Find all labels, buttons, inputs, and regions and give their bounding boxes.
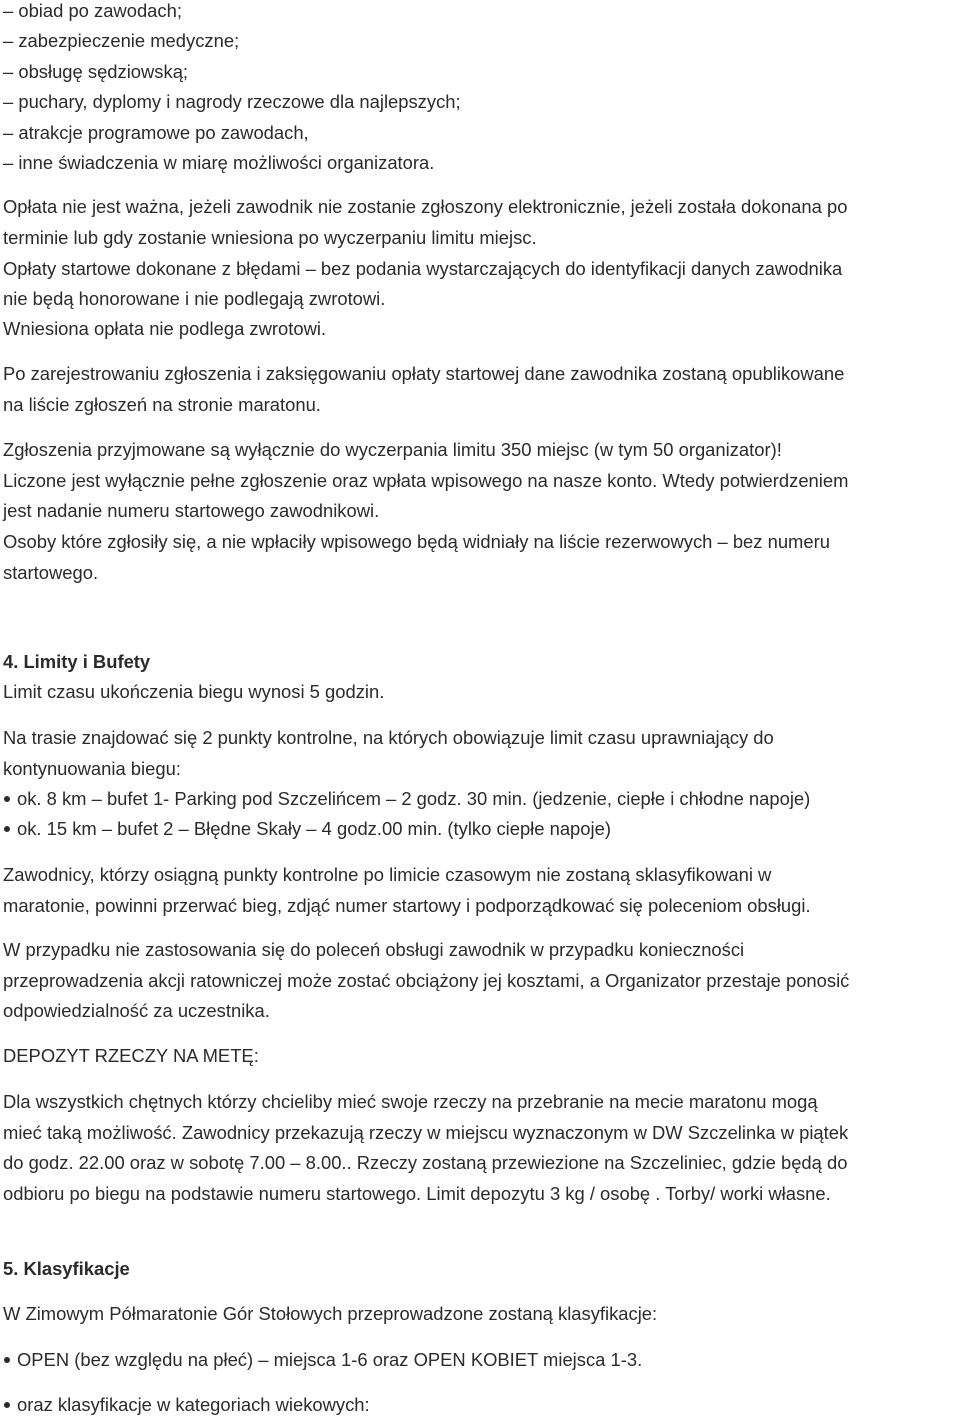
paragraph-line: Opłaty startowe dokonane z błędami – bez podania wystarczających do identyfikacji danych zawodnika	[3, 258, 843, 279]
paragraph-line: W Zimowym Półmaratonie Gór Stołowych przeprowadzone zostaną klasyfikacje:	[3, 1303, 658, 1324]
paragraph-line: Opłata nie jest ważna, jeżeli zawodnik nie zostanie zgłoszony elektronicznie, jeżeli została dokonana po	[3, 196, 848, 217]
bullet-item	[3, 1349, 642, 1371]
paragraph-line: kontynuowania biegu:	[3, 758, 181, 779]
paragraph-line: Wniesiona opłata nie podlega zwrotowi.	[3, 318, 327, 339]
paragraph-line: przeprowadzenia akcji ratowniczej może zostać obciążony jej kosztami, a Organizator przestaje ponosić	[3, 970, 850, 991]
bullet-text: oraz klasyfikacje w kategoriach wiekowych:	[17, 1394, 370, 1415]
subheading: DEPOZYT RZECZY NA METĘ:	[3, 1045, 259, 1066]
bullet-text: ok. 15 km – bufet 2 – Błędne Skały – 4 godz.00 min. (tylko ciepłe napoje)	[17, 818, 611, 839]
paragraph-line: Po zarejestrowaniu zgłoszenia i zaksięgowaniu opłaty startowej dane zawodnika zostaną opublikowane	[3, 363, 845, 384]
paragraph-line: startowego.	[3, 562, 99, 583]
paragraph-line: Zgłoszenia przyjmowane są wyłącznie do wyczerpania limitu 350 miejsc (w tym 50 organizator)!	[3, 439, 782, 460]
section-heading: 4. Limity i Bufety	[3, 651, 151, 672]
paragraph-line: odbioru po biegu na podstawie numeru startowego. Limit depozytu 3 kg / osobę . Torby/ worki własne.	[3, 1183, 831, 1204]
paragraph-line: Osoby które zgłosiły się, a nie wpłaciły wpisowego będą widniały na liście rezerwowych – bez numeru	[3, 531, 830, 552]
section-heading: 5. Klasyfikacje	[3, 1258, 130, 1279]
paragraph-line: odpowiedzialność za uczestnika.	[3, 1000, 270, 1021]
list-item: – atrakcje programowe po zawodach,	[3, 122, 309, 143]
list-item: – obiad po zawodach;	[3, 0, 182, 21]
bullet-item	[3, 1394, 370, 1416]
paragraph-line: do godz. 22.00 oraz w sobotę 7.00 – 8.00.. Rzeczy zostaną przewiezione na Szczeliniec, gdzie będą do	[3, 1152, 848, 1173]
list-item: – obsługę sędziowską;	[3, 61, 189, 82]
list-item: – puchary, dyplomy i nagrody rzeczowe dla najlepszych;	[3, 91, 461, 112]
list-item: – inne świadczenia w miarę możliwości organizatora.	[3, 152, 435, 173]
paragraph-line: jest nadanie numeru startowego zawodnikowi.	[3, 500, 380, 521]
bullet-text: OPEN (bez względu na płeć) – miejsca 1-6 oraz OPEN KOBIET miejsca 1-3.	[17, 1349, 643, 1370]
paragraph-line: Limit czasu ukończenia biegu wynosi 5 godzin.	[3, 681, 385, 702]
paragraph-line: Dla wszystkich chętnych którzy chcieliby mieć swoje rzeczy na przebranie na mecie maratonu mogą	[3, 1091, 818, 1112]
paragraph-line: Zawodnicy, którzy osiągną punkty kontrolne po limicie czasowym nie zostaną sklasyfikowani w	[3, 864, 772, 885]
bullet-item	[3, 788, 810, 810]
bullet-icon	[4, 826, 10, 832]
paragraph-line: terminie lub gdy zostanie wniesiona po wyczerpaniu limitu miejsc.	[3, 227, 537, 248]
paragraph-line: maratonie, powinni przerwać bieg, zdjąć numer startowy i podporządkować się poleceniom obsługi.	[3, 895, 811, 916]
paragraph-line: nie będą honorowane i nie podlegają zwrotowi.	[3, 288, 386, 309]
paragraph-line: Liczone jest wyłącznie pełne zgłoszenie oraz wpłata wpisowego na nasze konto. Wtedy potwierdzeniem	[3, 470, 849, 491]
bullet-icon	[4, 1357, 10, 1363]
paragraph-line: na liście zgłoszeń na stronie maratonu.	[3, 394, 321, 415]
paragraph-line: Na trasie znajdować się 2 punkty kontrolne, na których obowiązuje limit czasu uprawniający do	[3, 727, 774, 748]
bullet-item	[3, 818, 611, 840]
paragraph-line: W przypadku nie zastosowania się do poleceń obsługi zawodnik w przypadku konieczności	[3, 939, 745, 960]
bullet-icon	[4, 796, 10, 802]
list-item: – zabezpieczenie medyczne;	[3, 30, 240, 51]
bullet-icon	[4, 1402, 10, 1408]
bullet-text: ok. 8 km – bufet 1- Parking pod Szczelińcem – 2 godz. 30 min. (jedzenie, ciepłe i chłodne napoje)	[17, 788, 811, 809]
paragraph-line: mieć taką możliwość. Zawodnicy przekazują rzeczy w miejscu wyznaczonym w DW Szczelinka w piątek	[3, 1122, 849, 1143]
